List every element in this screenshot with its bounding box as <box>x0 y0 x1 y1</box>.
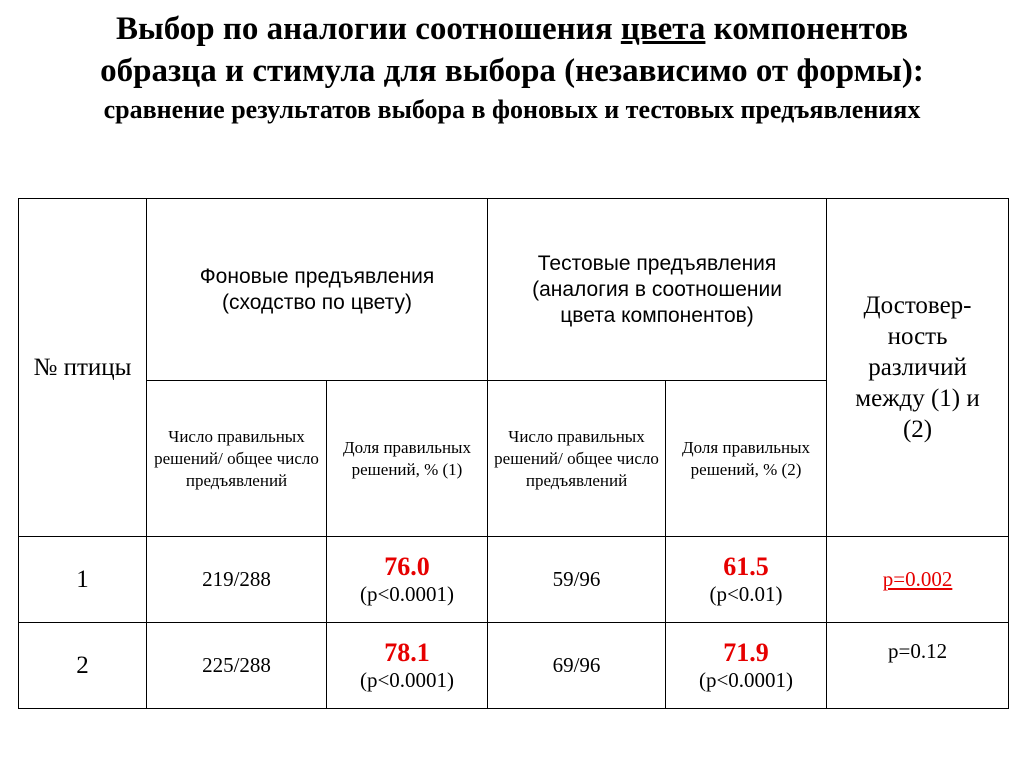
header-test-share: Доля правильных решений, % (2) <box>666 381 827 537</box>
significance-value: p=0.002 <box>882 567 953 591</box>
bg-share-cell <box>327 537 488 623</box>
bg-p-value: (p<0.0001) <box>359 581 455 606</box>
significance-cell <box>827 623 1009 709</box>
header-significance: Достовер-ность различий между (1) и (2) <box>827 199 1009 537</box>
bg-share-cell <box>327 623 488 709</box>
bird-number: 2 <box>19 623 147 709</box>
header-test-group: Тестовые предъявления (аналогия в соотношении цвета компонентов) <box>488 199 827 381</box>
bg-count-cell: 225/288 <box>147 623 327 709</box>
header-test-count: Число правильных решений/ общее число предъявлений <box>488 381 666 537</box>
test-count-cell: 69/96 <box>488 623 666 709</box>
title-line-2: образца и стимула для выбора (независимо от формы): <box>100 53 924 89</box>
title-underlined-word: цвета <box>620 11 706 47</box>
significance-cell <box>827 537 1009 623</box>
bird-number: 1 <box>19 537 147 623</box>
title-text-part: компонентов <box>705 11 909 47</box>
title-block <box>0 8 1024 126</box>
bg-percent: 78.1 <box>384 637 430 667</box>
test-share-cell <box>666 623 827 709</box>
significance-value: p=0.12 <box>887 639 948 663</box>
header-bg-count: Число правильных решений/ общее число предъявлений <box>147 381 327 537</box>
test-count-cell: 59/96 <box>488 537 666 623</box>
test-p-value: (p<0.0001) <box>698 667 794 692</box>
header-bird-no: № птицы <box>19 199 147 537</box>
title-line-1 <box>0 8 1024 50</box>
test-percent: 71.9 <box>723 637 769 667</box>
header-bg-share: Доля правильных решений, % (1) <box>327 381 488 537</box>
bg-percent: 76.0 <box>384 551 430 581</box>
header-row-1 <box>19 199 1009 381</box>
test-percent: 61.5 <box>723 551 769 581</box>
test-share-cell <box>666 537 827 623</box>
bg-count-cell: 219/288 <box>147 537 327 623</box>
table-row <box>19 623 1009 709</box>
test-p-value: (p<0.01) <box>709 581 783 606</box>
table-row <box>19 537 1009 623</box>
title-text-part: Выбор по аналогии соотношения <box>115 11 621 47</box>
header-background-group: Фоновые предъявления (сходство по цвету) <box>147 199 488 381</box>
subtitle: сравнение результатов выбора в фоновых и тестовых предъявлениях <box>103 95 921 124</box>
bg-p-value: (p<0.0001) <box>359 667 455 692</box>
results-table <box>18 198 1009 709</box>
